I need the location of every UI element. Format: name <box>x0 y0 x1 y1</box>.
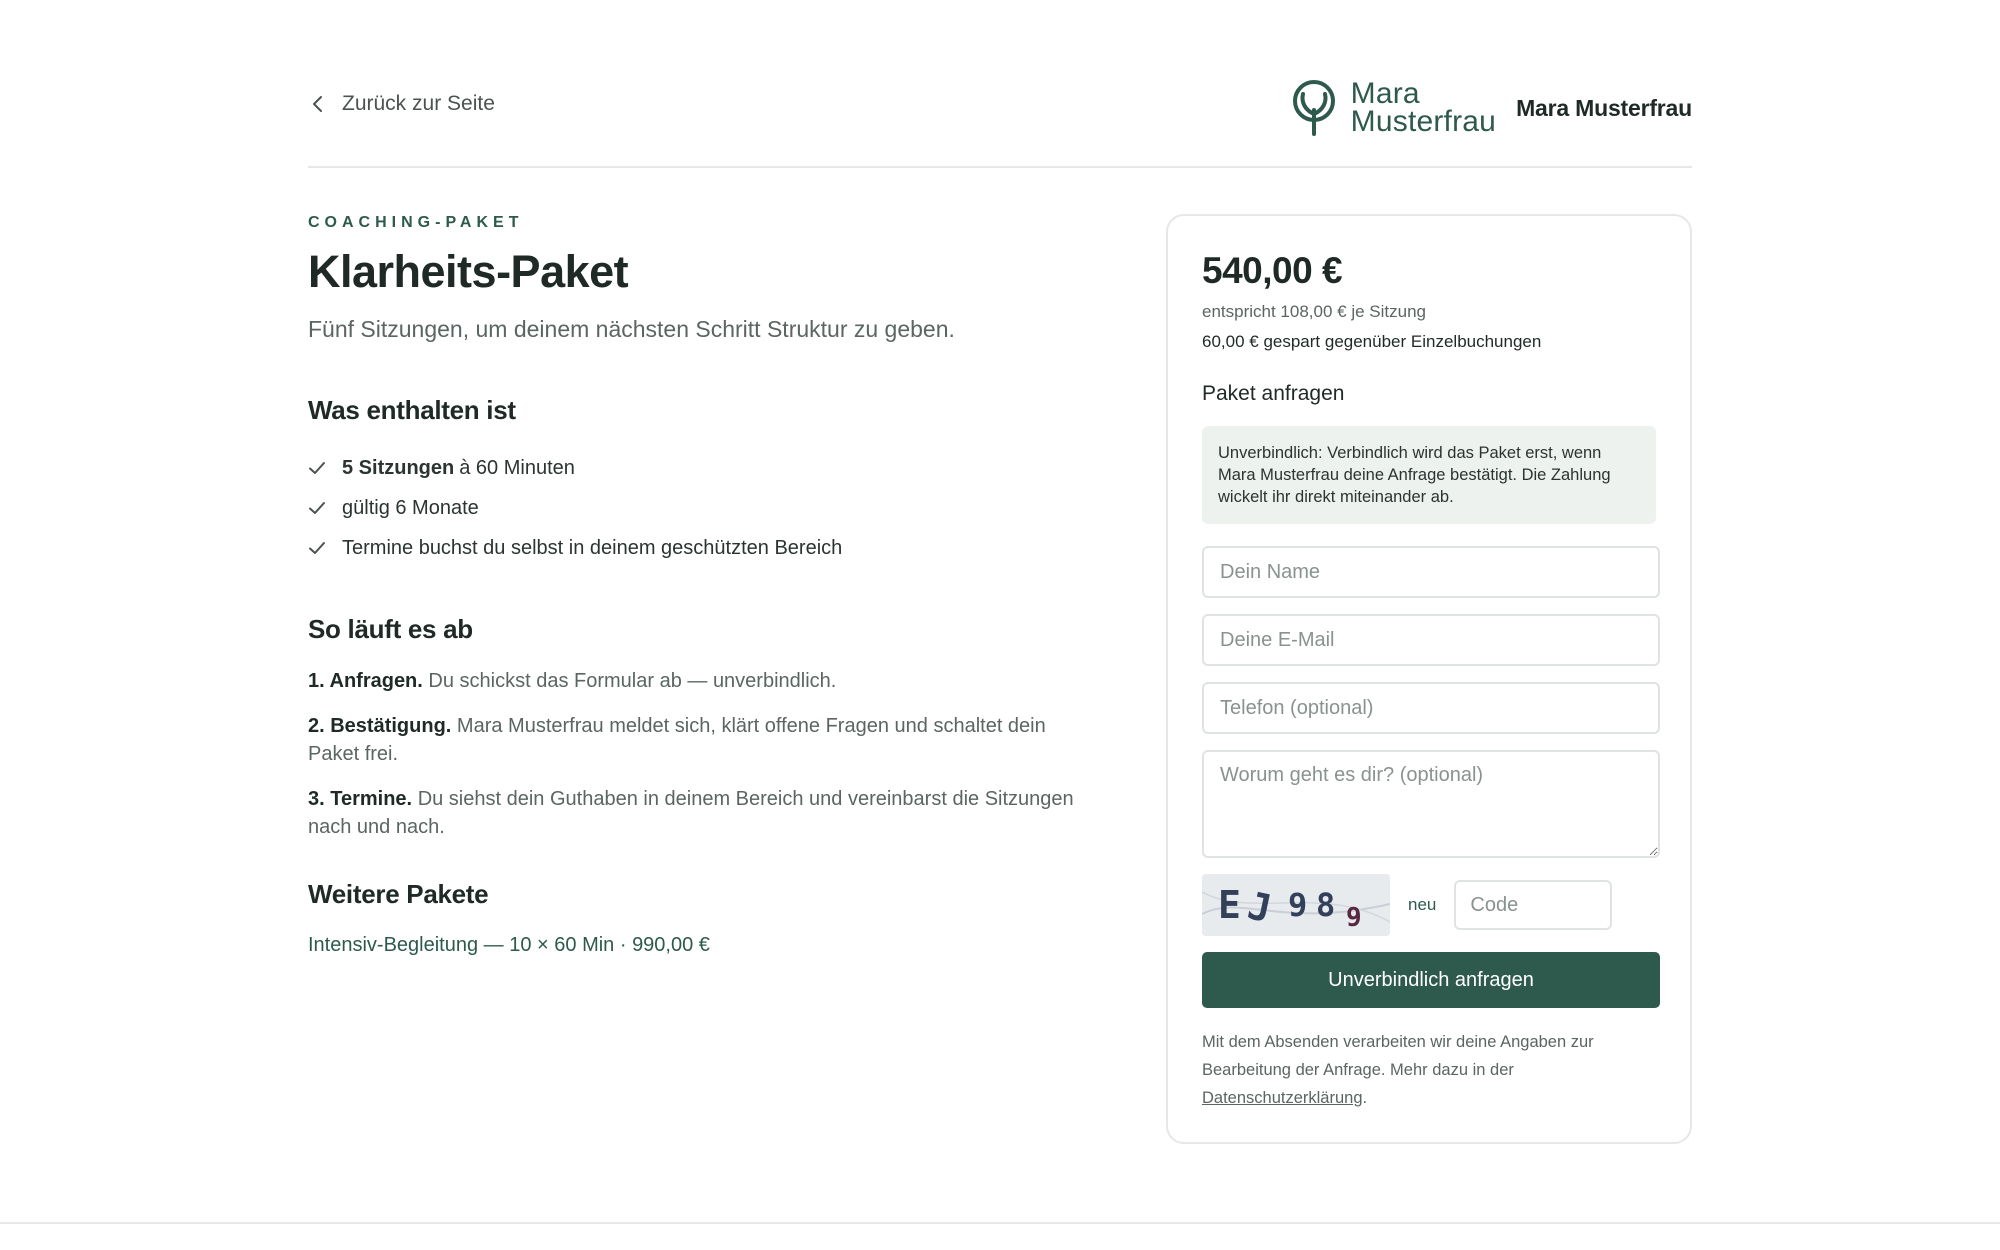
step-bold: 1. Anfragen. <box>308 670 423 692</box>
step-bold: 2. Bestätigung. <box>308 715 452 737</box>
item-text: Termine buchst du selbst in deinem geschützten Bereich <box>342 536 843 559</box>
price-per-session: entspricht 108,00 € je Sitzung <box>1202 302 1426 321</box>
step-item <box>308 785 1098 841</box>
package-details <box>308 214 1108 957</box>
chevron-left-icon <box>308 94 328 114</box>
savings-note: 60,00 € gespart gegenüber Einzelbuchungen <box>1202 332 1542 351</box>
svg-text:E: E <box>1218 883 1241 927</box>
more-packages-heading: Weitere Pakete <box>308 879 489 909</box>
price: 540,00 € <box>1202 250 1343 291</box>
check-icon <box>308 499 326 517</box>
captcha-row <box>1202 874 1656 936</box>
step-text: Mara Musterfrau meldet sich, klärt offene Fragen und schaltet dein Paket frei. <box>308 715 1046 765</box>
footer-divider <box>0 1222 2000 1224</box>
captcha-code-field[interactable] <box>1454 880 1612 930</box>
check-icon <box>308 459 326 477</box>
step-item <box>308 712 1098 768</box>
email-field[interactable] <box>1202 614 1660 666</box>
eyebrow: COACHING-PAKET <box>308 214 524 231</box>
svg-text:J: J <box>1243 883 1276 932</box>
back-link[interactable] <box>308 92 495 116</box>
step-item <box>308 667 1098 695</box>
item-text: à 60 Minuten <box>459 456 575 479</box>
message-field[interactable] <box>1202 750 1660 858</box>
process-heading: So läuft es ab <box>308 614 473 644</box>
item-bold: 5 Sitzungen <box>342 456 455 479</box>
brand-line-2: Musterfrau <box>1350 105 1497 138</box>
form-title: Paket anfragen <box>1202 382 1345 405</box>
info-notice: Unverbindlich: Verbindlich wird das Paket erst, wenn Mara Musterfrau deine Anfrage bestätigt. Die Zahlung wickelt ihr direkt miteinander ab. <box>1202 426 1656 524</box>
brand-logo-text <box>1350 77 1497 138</box>
process-steps <box>308 667 1108 841</box>
tree-logo-icon <box>1291 80 1337 136</box>
privacy-note <box>1202 1028 1656 1112</box>
brand <box>1291 77 1692 138</box>
coach-name: Mara Musterfrau <box>1516 94 1692 121</box>
brand-line-1: Mara <box>1350 77 1420 110</box>
captcha-graphic <box>1202 874 1390 936</box>
package-link-intensiv[interactable]: Intensiv-Begleitung — 10 × 60 Min · 990,00 € <box>308 934 710 956</box>
included-list <box>308 448 1108 568</box>
item-text: gültig 6 Monate <box>342 496 479 519</box>
back-link-label: Zurück zur Seite <box>342 92 495 115</box>
privacy-text: Mit dem Absenden verarbeiten wir deine Angaben zur Bearbeitung der Anfrage. Mehr dazu in der <box>1202 1033 1594 1079</box>
list-item <box>308 528 1108 568</box>
svg-text:9: 9 <box>1288 886 1308 924</box>
step-bold: 3. Termine. <box>308 788 413 810</box>
included-heading: Was enthalten ist <box>308 395 516 425</box>
svg-text:8: 8 <box>1316 886 1336 924</box>
privacy-end: . <box>1362 1089 1368 1107</box>
check-icon <box>308 539 326 557</box>
captcha-refresh-link[interactable]: neu <box>1408 895 1437 914</box>
page-subtitle: Fünf Sitzungen, um deinem nächsten Schritt Struktur zu geben. <box>308 316 955 342</box>
step-text: Du siehst dein Guthaben in deinem Bereich und vereinbarst die Sitzungen nach und nach. <box>308 788 1074 838</box>
list-item <box>308 448 1108 488</box>
phone-field[interactable] <box>1202 682 1660 734</box>
request-card <box>1166 214 1692 1144</box>
svg-text:9: 9 <box>1346 903 1362 933</box>
privacy-policy-link[interactable]: Datenschutzerklärung <box>1202 1089 1363 1107</box>
name-field[interactable] <box>1202 546 1660 598</box>
page-title: Klarheits-Paket <box>308 246 629 297</box>
page-header <box>308 72 1692 168</box>
step-text: Du schickst das Formular ab — unverbindlich. <box>428 670 837 692</box>
submit-button[interactable]: Unverbindlich anfragen <box>1202 952 1660 1008</box>
list-item <box>308 488 1108 528</box>
captcha-image <box>1202 874 1390 936</box>
